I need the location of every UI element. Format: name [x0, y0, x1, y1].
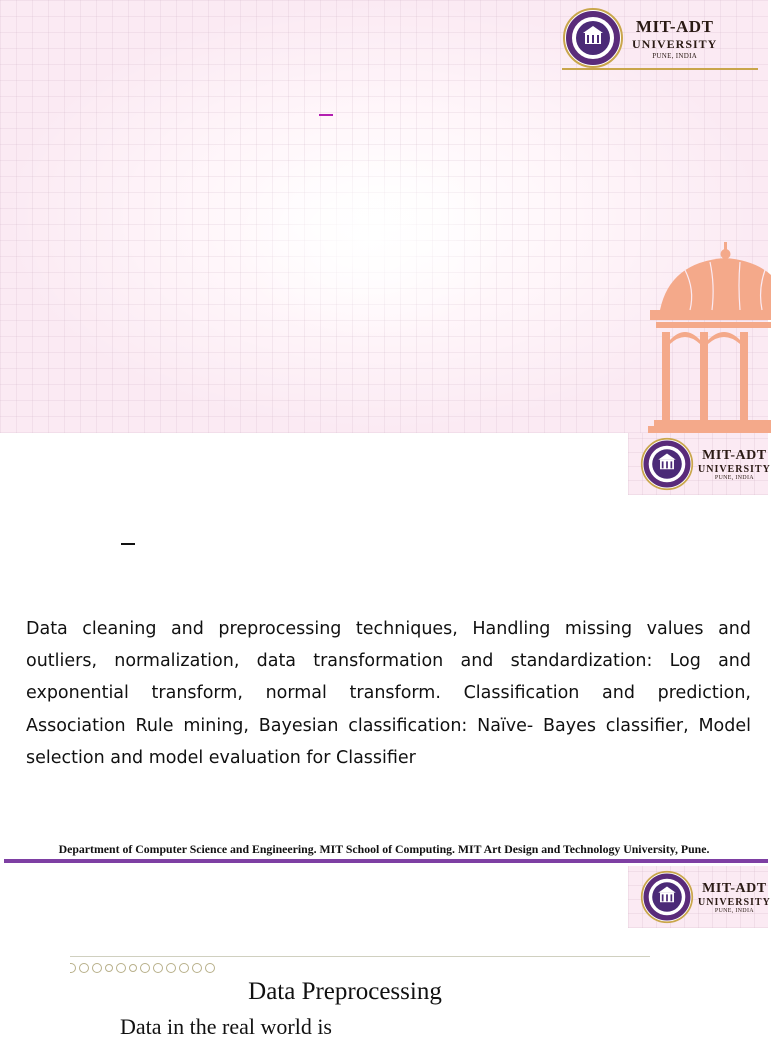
university-seal-icon	[562, 7, 624, 69]
logo-line2: UNIVERSITY	[698, 463, 771, 475]
circle-icon	[153, 963, 163, 973]
circle-icon	[140, 963, 150, 973]
university-seal-icon	[640, 437, 694, 491]
department-footer: Department of Computer Science and Engineering. MIT School of Computing. MIT Art Design and Technology University, Pune.	[58, 842, 710, 856]
circle-icon	[116, 963, 126, 973]
university-logo	[628, 866, 771, 928]
circle-icon	[192, 963, 202, 973]
university-logo	[562, 6, 758, 70]
logo-wordmark	[632, 17, 717, 60]
slide-top-rule	[70, 956, 650, 957]
logo-underline	[562, 68, 758, 70]
logo-wordmark	[698, 881, 771, 914]
university-logo	[628, 433, 771, 495]
title-dash	[319, 114, 333, 116]
decorative-circles	[70, 960, 215, 976]
center-glow	[230, 140, 510, 340]
circle-icon	[205, 963, 215, 973]
circle-icon	[92, 963, 102, 973]
circle-icon	[129, 964, 137, 972]
dome-illustration	[640, 240, 768, 433]
logo-line3: PUNE, INDIA	[714, 474, 754, 481]
circle-icon	[70, 963, 76, 973]
logo-line3: PUNE, INDIA	[652, 51, 698, 60]
slide-title-dash	[121, 543, 135, 545]
footer-rule	[4, 859, 768, 863]
logo-line1: MIT-ADT	[702, 880, 767, 896]
university-seal-icon	[640, 870, 694, 924]
logo-line1: MIT-ADT	[635, 16, 714, 36]
logo-line2: UNIVERSITY	[632, 36, 718, 51]
circle-icon	[179, 963, 189, 973]
circle-icon	[105, 964, 113, 972]
logo-wordmark	[698, 448, 771, 481]
circle-icon	[79, 963, 89, 973]
bullet-text: Data in the real world is	[120, 1014, 332, 1039]
slide-title: Data Preprocessing	[248, 978, 442, 1005]
syllabus-paragraph: Data cleaning and preprocessing techniques, Handling missing values and outliers, normalization, data transformation and standardization: Log and exponential transform, normal transform. Classification and prediction, Association Rule mining, Bayesian classification: Naïve- Bayes classifier, Model selection and model evaluation for Classifier	[26, 619, 751, 768]
logo-line3: PUNE, INDIA	[714, 907, 754, 914]
logo-line1: MIT-ADT	[702, 447, 767, 463]
logo-line2: UNIVERSITY	[698, 896, 771, 908]
title-slide	[0, 0, 768, 433]
circle-icon	[166, 963, 176, 973]
